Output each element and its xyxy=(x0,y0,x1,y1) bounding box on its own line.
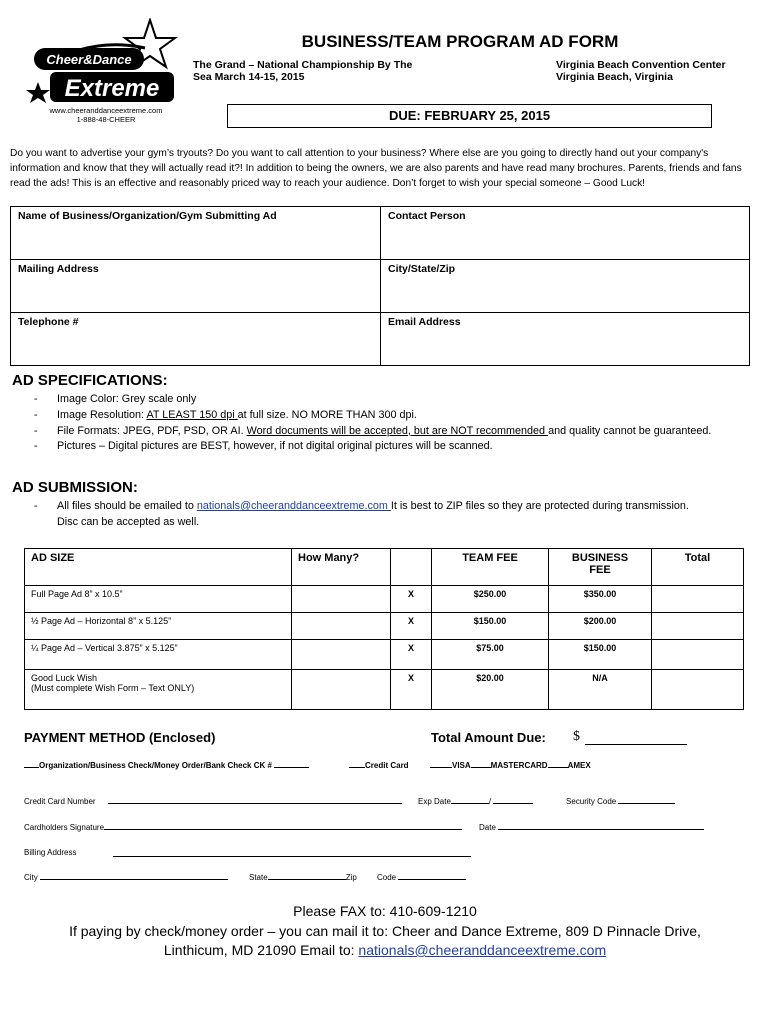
billing-address-label: Billing Address xyxy=(24,848,77,857)
footer-instructions xyxy=(0,902,770,961)
telephone-label: Telephone # xyxy=(18,316,79,328)
submission-email-link[interactable]: nationals@cheeranddanceextreme.com xyxy=(196,500,391,512)
billing-address-field[interactable] xyxy=(113,847,471,857)
city-row xyxy=(24,873,228,882)
state-zip-row xyxy=(249,873,357,882)
list-item: - Image Color: Grey scale only xyxy=(34,393,197,405)
mailing-address-label: Mailing Address xyxy=(18,263,99,275)
spec-formats-b: Word documents will be accepted, but are NOT recommended xyxy=(246,424,549,437)
exp-date-label: Exp Date xyxy=(418,797,451,806)
signature-row xyxy=(24,823,462,832)
logo-line2: Extreme xyxy=(64,75,160,102)
city-state-zip-label: City/State/Zip xyxy=(388,263,456,275)
ad-submission-list xyxy=(34,499,754,531)
event-line2: Sea March 14-15, 2015 xyxy=(193,71,305,83)
ad-size-line1: Good Luck Wish xyxy=(31,673,98,683)
business-name-field[interactable] xyxy=(11,207,381,260)
table-row xyxy=(25,613,744,640)
exp-year-field[interactable] xyxy=(493,803,533,804)
total-amount-label: Total Amount Due: xyxy=(431,730,546,745)
spec-resolution-a: Image Resolution: xyxy=(57,408,147,421)
spec-resolution-c: at full size. NO MORE THAN 300 dpi. xyxy=(237,408,417,421)
business-fee-cell: $200.00 xyxy=(549,613,652,640)
venue-line1: Virginia Beach Convention Center xyxy=(556,59,726,71)
list-item: - File Formats: JPEG, PDF, PSD, OR AI. Word documents will be accepted, but are NOT recommended and quality cannot be guaranteed. xyxy=(34,424,712,437)
date-row xyxy=(479,823,704,832)
fax-line: Please FAX to: 410-609-1210 xyxy=(293,903,477,919)
ad-size-cell: ¼ Page Ad – Vertical 3.875” x 5.125” xyxy=(25,640,292,670)
business-fee-cell: N/A xyxy=(549,670,652,710)
total-input[interactable] xyxy=(652,670,744,710)
ad-size-cell: Full Page Ad 8” x 10.5” xyxy=(25,586,292,613)
intro-paragraph: Do you want to advertise your gym’s tryouts? Do you want to call attention to your business? Where else are you going to directly hand out your company's information and know that they will actually read it?! In addition to being the owners, we are also parents and have read many brochures. Parents, friends and fans read the ads! This is an effective and reasonably priced way to reach your audience. Don’t forget to wish your special someone – Good Luck! xyxy=(10,148,742,189)
currency-symbol: $ xyxy=(573,729,580,744)
spec-formats-a: File Formats: JPEG, PDF, PSD, OR AI. xyxy=(57,424,247,437)
footer-email-link[interactable]: nationals@cheeranddanceextreme.com xyxy=(358,942,607,958)
contact-person-label: Contact Person xyxy=(388,210,466,222)
team-fee-cell: $250.00 xyxy=(432,586,549,613)
ad-specifications-heading: AD SPECIFICATIONS: xyxy=(12,372,168,389)
credit-card-number-row xyxy=(24,797,402,806)
col-how-many: How Many? xyxy=(292,549,391,586)
table-header-row xyxy=(25,549,744,586)
contact-info-table xyxy=(10,206,750,366)
exp-slash: / xyxy=(488,797,492,806)
table-row xyxy=(25,586,744,613)
multiply-cell: X xyxy=(391,640,432,670)
credit-card-option[interactable] xyxy=(349,761,409,770)
contact-person-field[interactable] xyxy=(381,207,750,260)
address-line xyxy=(0,941,770,961)
cc-number-label: Credit Card Number xyxy=(24,797,96,806)
code-field[interactable] xyxy=(398,879,466,880)
ad-specifications-list xyxy=(34,392,754,455)
event-info xyxy=(193,59,433,83)
business-fee-label-1: BUSINESS xyxy=(571,552,629,564)
list-item: - Image Resolution: AT LEAST 150 dpi at full size. NO MORE THAN 300 dpi. xyxy=(34,408,417,421)
check-option-label: Organization/Business Check/Money Order/Bank Check CK # xyxy=(39,761,272,770)
logo-contact xyxy=(36,106,176,124)
due-date-box: DUE: FEBRUARY 25, 2015 xyxy=(227,104,712,128)
credit-card-option-label: Credit Card xyxy=(365,761,409,770)
how-many-input[interactable] xyxy=(292,586,391,613)
state-field[interactable] xyxy=(268,879,346,880)
email-field[interactable] xyxy=(381,313,750,366)
security-code-field[interactable] xyxy=(618,803,675,804)
col-total: Total xyxy=(652,549,744,586)
date-field[interactable] xyxy=(498,829,704,830)
submission-text-a: All files should be emailed to xyxy=(57,500,197,512)
zip-label: Zip xyxy=(345,873,357,882)
team-fee-cell: $20.00 xyxy=(432,670,549,710)
address-text: Linthicum, MD 21090 Email to: xyxy=(163,942,359,958)
event-line1: The Grand – National Championship By The xyxy=(193,59,413,71)
exp-date-row xyxy=(418,797,533,806)
multiply-cell: X xyxy=(391,613,432,640)
ad-size-cell xyxy=(25,670,292,710)
state-label: State xyxy=(249,873,268,882)
col-team-fee: TEAM FEE xyxy=(432,549,549,586)
ad-order-table xyxy=(24,548,744,710)
multiply-cell: X xyxy=(391,670,432,710)
ad-size-line2: (Must complete Wish Form – Text ONLY) xyxy=(31,683,195,693)
logo-phone: 1-888-48-CHEER xyxy=(76,115,136,124)
venue-info xyxy=(556,59,726,83)
signature-label: Cardholders Signature xyxy=(24,823,105,832)
list-item: - Pictures – Digital pictures are BEST, however, if not digital original pictures will be scanned. xyxy=(34,440,493,453)
col-ad-size: AD SIZE xyxy=(25,549,292,586)
team-fee-cell: $75.00 xyxy=(432,640,549,670)
signature-field[interactable] xyxy=(104,829,462,830)
ad-submission-heading: AD SUBMISSION: xyxy=(12,479,138,496)
spec-pictures: Pictures – Digital pictures are BEST, however, if not digital original pictures will be scanned. xyxy=(57,440,493,453)
submission-text-c: Disc can be accepted as well. xyxy=(57,515,200,528)
ad-size-cell: ½ Page Ad – Horizontal 8” x 5.125” xyxy=(25,613,292,640)
payment-method-heading: PAYMENT METHOD (Enclosed) xyxy=(24,730,216,745)
how-many-input[interactable] xyxy=(292,640,391,670)
cc-number-field[interactable] xyxy=(108,803,402,804)
code-label: Code xyxy=(377,873,397,882)
total-input[interactable] xyxy=(652,613,744,640)
date-label: Date xyxy=(479,823,496,832)
team-fee-cell: $150.00 xyxy=(432,613,549,640)
table-row xyxy=(25,670,744,710)
how-many-input[interactable] xyxy=(292,670,391,710)
security-code-row xyxy=(566,797,675,806)
multiply-cell: X xyxy=(391,586,432,613)
how-many-input[interactable] xyxy=(292,613,391,640)
business-fee-cell: $350.00 xyxy=(549,586,652,613)
check-option[interactable] xyxy=(24,761,309,770)
logo-line1: Cheer&Dance xyxy=(46,52,132,67)
card-type-options xyxy=(430,761,591,770)
col-business-fee xyxy=(549,549,652,586)
total-amount-field[interactable] xyxy=(585,744,687,745)
mailing-address-field[interactable] xyxy=(11,260,381,313)
city-state-zip-field[interactable] xyxy=(381,260,750,313)
table-row xyxy=(25,640,744,670)
spec-resolution-b: AT LEAST 150 dpi xyxy=(146,408,238,421)
submission-text-b: It is best to ZIP files so they are protected during transmission. xyxy=(390,500,689,512)
col-blank xyxy=(391,549,432,586)
spec-color: Image Color: Grey scale only xyxy=(57,393,197,405)
visa-option[interactable]: VISA xyxy=(452,761,471,770)
total-input[interactable] xyxy=(652,586,744,613)
mastercard-option[interactable]: MASTERCARD xyxy=(490,761,548,770)
mail-line: If paying by check/money order – you can mail it to: Cheer and Dance Extreme, 809 D Pinnacle Drive, xyxy=(69,922,701,939)
business-fee-label-2: FEE xyxy=(589,564,611,576)
telephone-field[interactable] xyxy=(11,313,381,366)
email-label: Email Address xyxy=(388,316,461,328)
venue-line2: Virginia Beach, Virginia xyxy=(556,71,673,83)
business-fee-cell: $150.00 xyxy=(549,640,652,670)
total-input[interactable] xyxy=(652,640,744,670)
exp-month-field[interactable] xyxy=(451,803,489,804)
spec-formats-c: and quality cannot be guaranteed. xyxy=(548,424,712,437)
business-name-label: Name of Business/Organization/Gym Submitting Ad xyxy=(18,210,277,222)
security-code-label: Security Code xyxy=(566,797,617,806)
logo-url: www.cheeranddanceextreme.com xyxy=(49,106,163,115)
city-field[interactable] xyxy=(40,879,228,880)
amex-option[interactable]: AMEX xyxy=(567,761,591,770)
form-title: BUSINESS/TEAM PROGRAM AD FORM xyxy=(301,32,619,51)
code-row xyxy=(377,873,466,882)
city-label: City xyxy=(24,873,38,882)
list-item: - All files should be emailed to nationals@cheeranddanceextreme.com It is best to ZIP files so they are protected during transmission. Disc can be accepted as well. xyxy=(34,500,689,528)
